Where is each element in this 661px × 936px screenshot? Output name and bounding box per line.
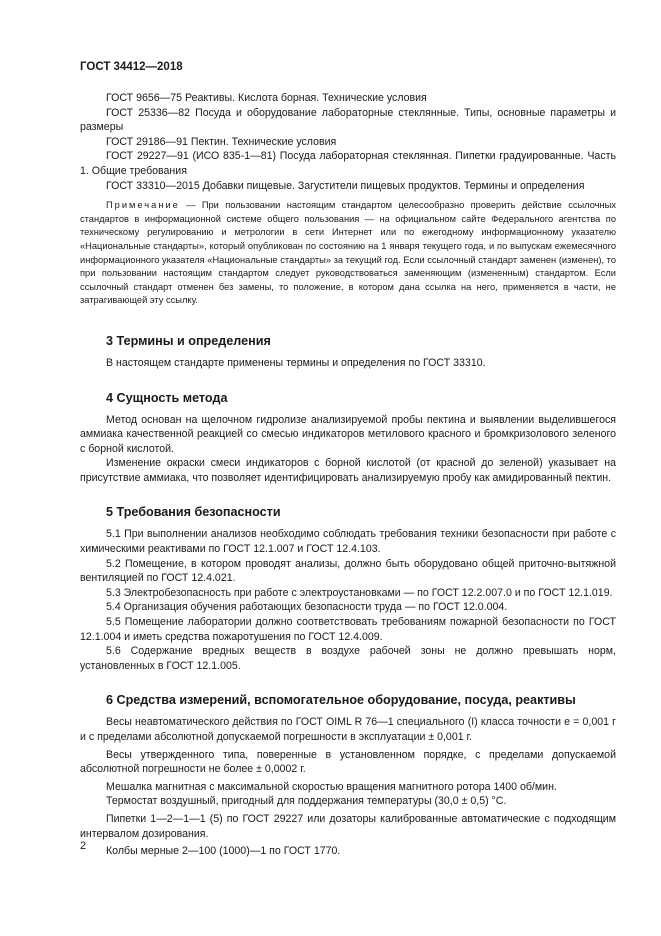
section-5-item: 5.3 Электробезопасность при работе с электроустановками — по ГОСТ 12.2.007.0 и по ГОСТ 12.1.019. [106, 586, 613, 599]
section-5-item: 5.2 Помещение, в котором проводят анализы, должно быть оборудовано общей приточно-вытяжной вентиляцией по ГОСТ 12.4.021. [80, 557, 616, 585]
page-body [80, 91, 616, 859]
reference-item: ГОСТ 29186—91 Пектин. Технические условия [106, 135, 337, 148]
section-6-item: Колбы мерные 2—100 (1000)—1 по ГОСТ 1770. [106, 845, 341, 858]
section-4-paragraph: Изменение окраски смеси индикаторов с борной кислотой (от красной до зеленой) указывает на присутствие аммиака, что позволяет идентифицировать анализируемую пробу как амидированный пектин. [80, 457, 616, 484]
document-header: ГОСТ 34412—2018 [80, 61, 183, 73]
section-6-heading: 6 Средства измерений, вспомогательное оборудование, посуда, реактивы [106, 693, 576, 708]
reference-item: ГОСТ 29227—91 (ИСО 835-1—81) Посуда лабораторная стеклянная. Пипетки градуированные. Часть 1. Общие требования [80, 150, 616, 177]
reference-item: ГОСТ 9656—75 Реактивы. Кислота борная. Технические условия [106, 92, 427, 104]
section-5-item: 5.5 Помещение лаборатории должно соответствовать требованиям пожарной безопасности по ГОСТ 12.1.004 и иметь средства пожаротушения по ГОСТ 12.4.009. [80, 616, 616, 643]
note-text: — При пользовании настоящим стандартом целесообразно проверить действие ссылочных стандартов в информационной системе общего пользования — на официальном сайте Федерального агентства по техническому регулированию и метрологии в сети Интернет или по ежегодному информационному указателю «Национальные стандарты», который опубликован по состоянию на 1 января текущего года, и по выпускам ежемесячного информационного указателя «Национальные стандарты» за текущий год. Если ссылочный стандарт заменен (изменен), то при пользовании настоящим стандартом следует руководствоваться заменяющим (измененным) стандартом. Если ссылочный стандарт отменен без замены, то положение, в котором дана ссылка на него, применяется в части, не затрагивающей эту ссылку. [80, 200, 616, 306]
section-5-item: 5.4 Организация обучения работающих безопасности труда — по ГОСТ 12.0.004. [106, 601, 508, 614]
section-6-item: Мешалка магнитная с максимальной скоростью вращения магнитного ротора 1400 об/мин. [106, 780, 557, 793]
note-label: Примечание [106, 200, 180, 211]
section-4-paragraph: Метод основан на щелочном гидролизе анализируемой пробы пектина и выявлении выделившегося аммиака качественной реакцией со смесью индикаторов метилового красного и бромкризолового зеленого с борной кислотой. [80, 413, 616, 455]
section-5-item: 5.1 При выполнении анализов необходимо соблюдать требования техники безопасности при работе с химическими реактивами по ГОСТ 12.1.007 и ГОСТ 12.4.103. [80, 528, 616, 556]
section-5-heading: 5 Требования безопасности [106, 505, 281, 520]
section-4-heading: 4 Сущность метода [106, 390, 228, 405]
section-6-item: Весы утвержденного типа, поверенные в установленном порядке, с пределами допускаемой абсолютной погрешности не более ± 0,0002 г. [80, 748, 616, 776]
section-3-heading: 3 Термины и определения [106, 333, 271, 348]
page-number: 2 [80, 840, 87, 852]
reference-item: ГОСТ 33310—2015 Добавки пищевые. Загустители пищевых продуктов. Термины и определения [106, 179, 585, 192]
section-5-item: 5.6 Содержание вредных веществ в воздухе рабочей зоны не должно превышать норм, установленных в ГОСТ 12.1.005. [80, 645, 616, 672]
section-6-item: Весы неавтоматического действия по ГОСТ OIML R 76—1 специального (I) класса точности e = 0,001 г и с пределами абсолютной допускаемой погрешности в эксплуатации ± 0,001 г. [80, 716, 616, 743]
reference-item: ГОСТ 25336—82 Посуда и оборудование лабораторные стеклянные. Типы, основные параметры и размеры [80, 106, 616, 134]
section-6-item: Пипетки 1—2—1—1 (5) по ГОСТ 29227 или дозаторы калиброванные автоматические с подходящим интервалом дозирования. [80, 812, 616, 840]
section-6-item: Термостат воздушный, пригодный для поддержания температуры (30,0 ± 0,5) °С. [106, 795, 507, 808]
section-3-text: В настоящем стандарте применены термины и определения по ГОСТ 33310. [106, 356, 486, 369]
note-paragraph [80, 199, 616, 308]
